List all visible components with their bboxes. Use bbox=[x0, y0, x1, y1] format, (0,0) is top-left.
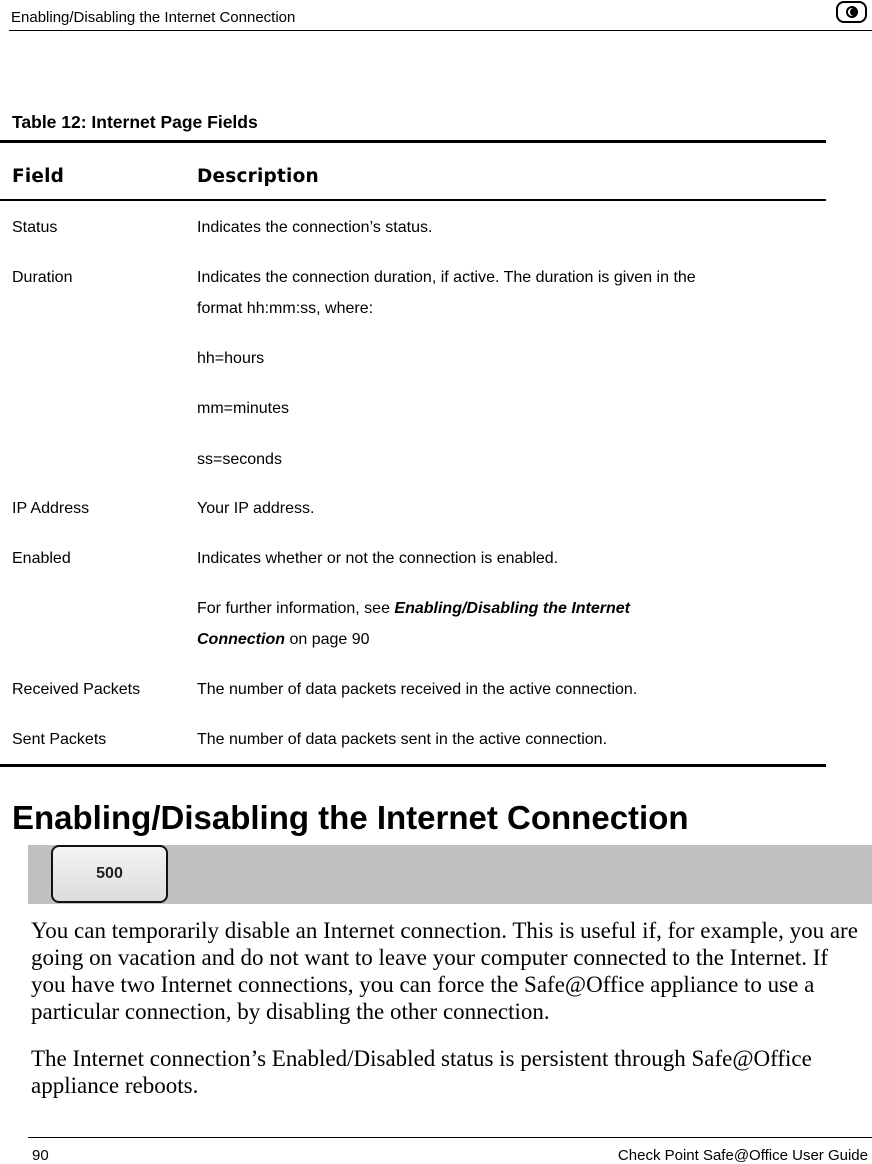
description-ip-address: Your IP address. bbox=[197, 500, 315, 517]
header-divider bbox=[9, 30, 872, 31]
field-status: Status bbox=[12, 219, 58, 236]
description-duration-line2: format hh:mm:ss, where: bbox=[197, 300, 374, 317]
field-received-packets: Received Packets bbox=[12, 681, 141, 698]
toggle-eye-icon bbox=[836, 1, 867, 23]
section-heading: Enabling/Disabling the Internet Connection bbox=[12, 799, 689, 836]
body-paragraph-2: The Internet connection’s Enabled/Disabled status is persistent through Safe@Office appliance reboots. bbox=[31, 1046, 812, 1098]
description-status: Indicates the connection’s status. bbox=[197, 219, 433, 236]
xref-suffix: on page 90 bbox=[285, 631, 370, 648]
description-enabled-xref-line1 bbox=[197, 600, 630, 618]
description-enabled: Indicates whether or not the connection is enabled. bbox=[197, 550, 559, 567]
field-duration: Duration bbox=[12, 269, 73, 286]
description-duration-seconds: ss=seconds bbox=[197, 451, 282, 468]
field-enabled: Enabled bbox=[12, 550, 71, 567]
description-duration-minutes: mm=minutes bbox=[197, 400, 290, 417]
table-caption: Table 12: Internet Page Fields bbox=[12, 112, 258, 132]
xref-link-title-cont[interactable]: Connection bbox=[197, 631, 285, 648]
xref-link-title[interactable]: Enabling/Disabling the Internet bbox=[394, 600, 630, 617]
xref-prefix: For further information, see bbox=[197, 600, 395, 617]
column-header-description: Description bbox=[197, 166, 319, 187]
table-bottom-rule bbox=[0, 764, 826, 767]
running-header-title: Enabling/Disabling the Internet Connection bbox=[11, 9, 296, 26]
model-500-badge: 500 bbox=[51, 845, 168, 903]
table-top-rule bbox=[0, 140, 826, 143]
column-header-field: Field bbox=[12, 166, 65, 187]
field-sent-packets: Sent Packets bbox=[12, 731, 107, 748]
page-number: 90 bbox=[32, 1147, 49, 1164]
field-ip-address: IP Address bbox=[12, 500, 90, 517]
body-paragraph-1: You can temporarily disable an Internet connection. This is useful if, for example, you are going on vacation and do not want to leave your computer connected to the Internet. If you have two Internet connections, you can force the Safe@Office appliance to use a particular connection, by disabling the other connection. bbox=[31, 918, 858, 1024]
description-duration-hours: hh=hours bbox=[197, 350, 265, 367]
description-enabled-xref-line2 bbox=[197, 631, 370, 649]
description-received-packets: The number of data packets received in the active connection. bbox=[197, 681, 638, 698]
guide-title: Check Point Safe@Office User Guide bbox=[617, 1147, 868, 1164]
description-sent-packets: The number of data packets sent in the active connection. bbox=[197, 731, 608, 748]
table-header-rule bbox=[0, 199, 826, 201]
description-duration-line1: Indicates the connection duration, if active. The duration is given in the bbox=[197, 269, 696, 286]
footer-divider bbox=[28, 1137, 872, 1138]
toggle-eye-dot bbox=[850, 8, 858, 16]
